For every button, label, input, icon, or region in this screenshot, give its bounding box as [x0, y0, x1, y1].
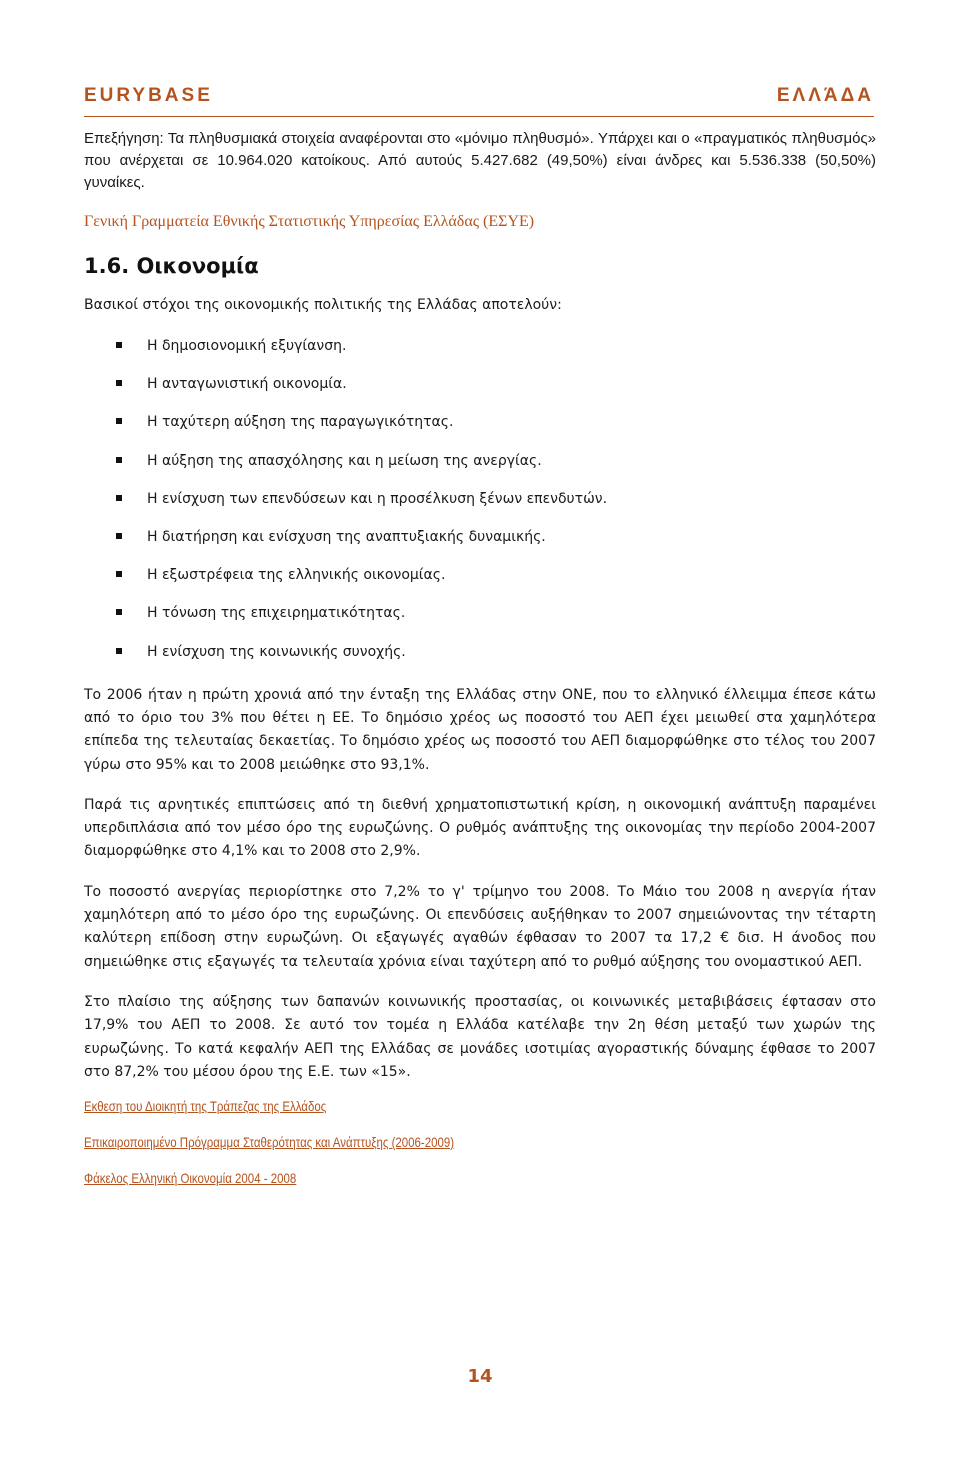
paragraph-growth: Παρά τις αρνητικές επιπτώσεις από τη διεθνή χρηματοπιστωτική κρίση, η οικονομική ανάπτυξη παραμένει υπερδιπλάσια από τον μέσο όρο της ευρωζώνης. Ο ρυθμός ανάπτυξης της οικονομίας την περίοδο 2004-2007 διαμορφώθηκε στο 4,1% και το 2008 στο 2,9%. — [84, 796, 876, 860]
section-lead: Βασικοί στόχοι της οικονομικής πολιτικής της Ελλάδας αποτελούν: — [84, 297, 562, 313]
list-item: Η ταχύτερη αύξηση της παραγωγικότητας. — [84, 402, 876, 440]
list-item: Η διατήρηση και ενίσχυση της αναπτυξιακής δυναμικής. — [84, 517, 876, 555]
goals-list — [84, 326, 876, 670]
square-bullet-icon — [116, 609, 122, 615]
paragraph-deficit: Το 2006 ήταν η πρώτη χρονιά από την ένταξη της Ελλάδας στην ΟΝΕ, που το ελληνικό έλλειμμα έπεσε κάτω από το όριο του 3% που θέτει η ΕΕ. Το δημόσιο χρέος ως ποσοστό του ΑΕΠ έχει μειωθεί στα χαμηλότερα επίπεδα της τελευταίας δεκαετίας. Το δημόσιο χρέος ως ποσοστό του ΑΕΠ διαμορφώθηκε στο τέλος του 2007 γύρω στο 95% και το 2008 μειώθηκε στο 93,1%. — [84, 686, 876, 773]
list-item: Η αύξηση της απασχόλησης και η μείωση της ανεργίας. — [84, 441, 876, 479]
population-source: Γενική Γραμματεία Εθνικής Στατιστικής Υπηρεσίας Ελλάδας (ΕΣΥΕ) — [84, 213, 535, 230]
list-item: Η εξωστρέφεια της ελληνικής οικονομίας. — [84, 555, 876, 593]
square-bullet-icon — [116, 457, 122, 463]
link-stability-programme[interactable]: Επικαιροποιημένο Πρόγραμμα Σταθερότητας και Ανάπτυξης (2006-2009) — [84, 1134, 455, 1151]
page-header — [84, 84, 874, 108]
square-bullet-icon — [116, 533, 122, 539]
paragraph-social: Στο πλαίσιο της αύξησης των δαπανών κοινωνικής προστασίας, οι κοινωνικές μεταβιβάσεις έφτασαν στο 17,9% του ΑΕΠ το 2008. Σε αυτό τον τομέα η Ελλάδα κατέλαβε την 2η θέση μεταξύ των χωρών της ευρωζώνης. Το κατά κεφαλήν ΑΕΠ της Ελλάδας σε μονάδες ισοτιμίας αγοραστικής δύναμης έφθασε το 2007 στο 87,2% του μέσου όρου της Ε.Ε. των «15». — [84, 993, 876, 1080]
link-governor-report[interactable]: Εκθεση του Διοικητή της Τράπεζας της Ελλάδος — [84, 1098, 327, 1115]
reference-links — [84, 1096, 876, 1188]
page-content — [84, 128, 876, 1188]
square-bullet-icon — [116, 418, 122, 424]
population-note: Επεξήγηση: Τα πληθυσμιακά στοιχεία αναφέρονται στο «μόνιμο πληθυσμό». Υπάρχει και ο «πραγματικός πληθυσμός» που ανέρχεται σε 10.964.020 κατοίκους. Από αυτούς 5.427.682 (49,50%) είναι άνδρες και 5.536.338 (50,50%) γυναίκες. — [84, 130, 876, 191]
header-country: ΕΛΛΆΔΑ — [776, 85, 874, 106]
list-item: Η δημοσιονομική εξυγίανση. — [84, 326, 876, 364]
list-item: Η ενίσχυση της κοινωνικής συνοχής. — [84, 632, 876, 670]
square-bullet-icon — [116, 380, 122, 386]
list-item: Η ανταγωνιστική οικονομία. — [84, 364, 876, 402]
square-bullet-icon — [116, 342, 122, 348]
square-bullet-icon — [116, 648, 122, 654]
header-divider — [84, 116, 874, 117]
page-number: 14 — [467, 1366, 493, 1387]
list-item: Η τόνωση της επιχειρηματικότητας. — [84, 593, 876, 631]
section-title: 1.6. Οικονομία — [84, 254, 259, 278]
square-bullet-icon — [116, 571, 122, 577]
header-brand: EURYBASE — [84, 85, 213, 106]
link-economy-dossier[interactable]: Φάκελος Ελληνική Οικονομία 2004 - 2008 — [84, 1170, 297, 1187]
paragraph-unemployment: Το ποσοστό ανεργίας περιορίστηκε στο 7,2% το γ' τρίμηνο του 2008. Το Μάιο του 2008 η ανεργία ήταν χαμηλότερη από το μέσο όρο της ευρωζώνης. Οι επενδύσεις αυξήθηκαν το 2007 σημειώνοντας την τέταρτη καλύτερη επίδοση στην ευρωζώνη. Οι εξαγωγές αγαθών έφθασαν το 2007 τα 17,2 € δισ. Η άνοδος που σημειώθηκε στις εξαγωγές τα τελευταία χρόνια είναι ταχύτερη από το ρυθμό αύξησης του ονομαστικού ΑΕΠ. — [84, 883, 876, 970]
square-bullet-icon — [116, 495, 122, 501]
list-item: Η ενίσχυση των επενδύσεων και η προσέλκυση ξένων επενδυτών. — [84, 479, 876, 517]
